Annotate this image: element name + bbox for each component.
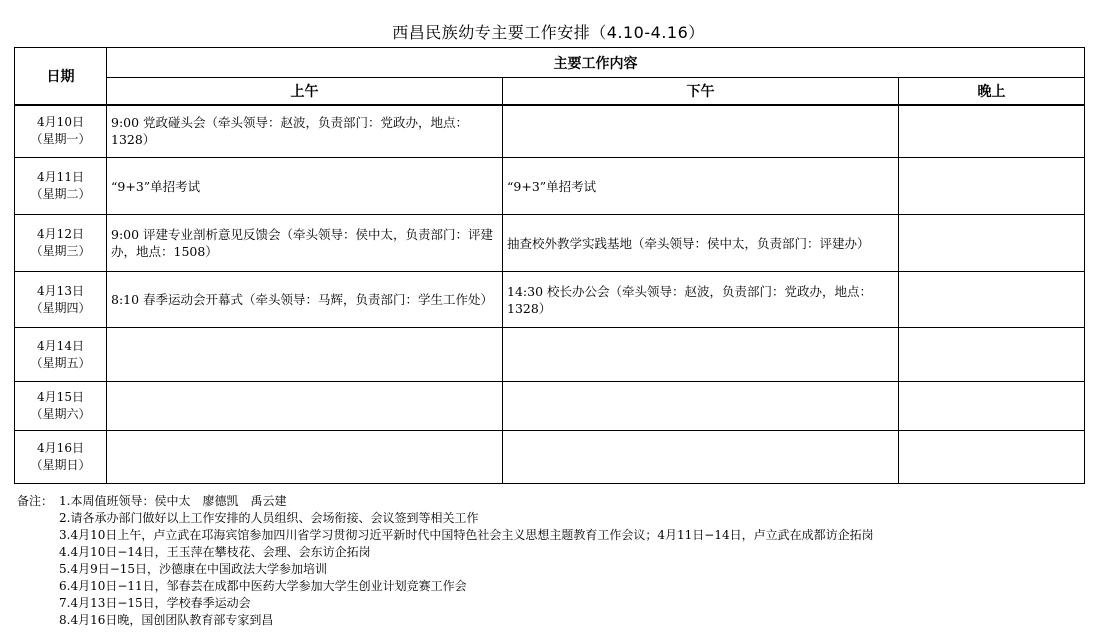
afternoon-cell bbox=[503, 431, 899, 484]
note-item bbox=[17, 544, 1087, 561]
evening-cell bbox=[899, 158, 1085, 215]
weekday-text: （星期三） bbox=[30, 244, 91, 258]
evening-cell bbox=[899, 382, 1085, 431]
note-text: 3.4月10日上午，卢立武在邛海宾馆参加四川省学习贯彻习近平新时代中国特色社会主义思想主题教育工作会议；4月11日−14日，卢立武在成都访企拓岗 bbox=[59, 528, 874, 542]
note-item bbox=[17, 510, 1087, 527]
date-text: 4月16日 bbox=[37, 441, 84, 455]
header-main-content: 主要工作内容 bbox=[107, 48, 1085, 78]
date-cell bbox=[15, 215, 107, 272]
afternoon-cell bbox=[503, 328, 899, 382]
note-text: 6.4月10日−11日，邹春芸在成都中医药大学参加大学生创业计划竞赛工作会 bbox=[59, 579, 467, 593]
table-row bbox=[15, 105, 1085, 158]
header-evening: 晚上 bbox=[899, 78, 1085, 105]
note-item bbox=[17, 578, 1087, 595]
table-row bbox=[15, 158, 1085, 215]
afternoon-cell: “9+3”单招考试 bbox=[503, 158, 899, 215]
note-text: 1.本周值班领导：侯中太 廖德凯 禹云建 bbox=[59, 494, 287, 508]
table-row bbox=[15, 382, 1085, 431]
date-text: 4月14日 bbox=[37, 338, 84, 353]
afternoon-cell: 抽查校外教学实践基地（牵头领导：侯中太，负责部门：评建办） bbox=[503, 215, 899, 272]
evening-cell bbox=[899, 431, 1085, 484]
afternoon-cell: 14:30 校长办公会（牵头领导：赵波，负责部门：党政办，地点：1328） bbox=[503, 272, 899, 328]
notes-label: 备注： bbox=[17, 494, 54, 508]
table-row bbox=[15, 431, 1085, 484]
date-cell bbox=[15, 158, 107, 215]
weekday-text: （星期一） bbox=[30, 132, 91, 147]
date-text: 4月12日 bbox=[37, 227, 84, 241]
morning-cell: 9:00 评建专业剖析意见反馈会（牵头领导：侯中太，负责部门：评建办，地点：1508） bbox=[107, 215, 503, 272]
note-item bbox=[17, 612, 1087, 629]
afternoon-cell bbox=[503, 382, 899, 431]
weekday-text: （星期五） bbox=[30, 355, 91, 370]
morning-cell bbox=[107, 382, 503, 431]
schedule-table bbox=[14, 47, 1085, 484]
morning-cell bbox=[107, 431, 503, 484]
evening-cell bbox=[899, 215, 1085, 272]
date-cell bbox=[15, 328, 107, 382]
weekday-text: （星期日） bbox=[30, 458, 91, 472]
date-cell bbox=[15, 431, 107, 484]
notes-section bbox=[17, 493, 1087, 629]
note-item bbox=[17, 527, 1087, 544]
table-row bbox=[15, 328, 1085, 382]
note-text: 8.4月16日晚，国创团队教育部专家到昌 bbox=[59, 613, 274, 627]
morning-cell: “9+3”单招考试 bbox=[107, 158, 503, 215]
date-text: 4月13日 bbox=[37, 283, 84, 298]
date-text: 4月10日 bbox=[37, 115, 84, 130]
table-row bbox=[15, 272, 1085, 328]
date-text: 4月15日 bbox=[37, 390, 84, 404]
evening-cell bbox=[899, 105, 1085, 158]
date-text: 4月11日 bbox=[37, 170, 84, 184]
header-date: 日期 bbox=[15, 48, 107, 105]
date-cell bbox=[15, 105, 107, 158]
morning-cell: 9:00 党政碰头会（牵头领导：赵波，负责部门：党政办，地点：1328） bbox=[107, 105, 503, 158]
note-text: 4.4月10日−14日，王玉萍在攀枝花、会理、会东访企拓岗 bbox=[59, 545, 371, 559]
weekday-text: （星期六） bbox=[30, 407, 91, 421]
header-morning: 上午 bbox=[107, 78, 503, 105]
note-item bbox=[17, 493, 1087, 510]
weekday-text: （星期四） bbox=[30, 300, 91, 315]
note-item bbox=[17, 561, 1087, 578]
note-text: 5.4月9日−15日，沙德康在中国政法大学参加培训 bbox=[59, 562, 328, 576]
evening-cell bbox=[899, 328, 1085, 382]
table-row bbox=[15, 215, 1085, 272]
note-item bbox=[17, 595, 1087, 612]
weekday-text: （星期二） bbox=[30, 187, 91, 201]
header-afternoon: 下午 bbox=[503, 78, 899, 105]
page-title: 西昌民族幼专主要工作安排（4.10-4.16） bbox=[392, 23, 705, 42]
morning-cell: 8:10 春季运动会开幕式（牵头领导：马辉，负责部门：学生工作处） bbox=[107, 272, 503, 328]
morning-cell bbox=[107, 328, 503, 382]
note-text: 2.请各承办部门做好以上工作安排的人员组织、会场衔接、会议签到等相关工作 bbox=[59, 511, 479, 525]
date-cell bbox=[15, 272, 107, 328]
note-text: 7.4月13日−15日，学校春季运动会 bbox=[59, 596, 251, 610]
afternoon-cell bbox=[503, 105, 899, 158]
evening-cell bbox=[899, 272, 1085, 328]
date-cell bbox=[15, 382, 107, 431]
